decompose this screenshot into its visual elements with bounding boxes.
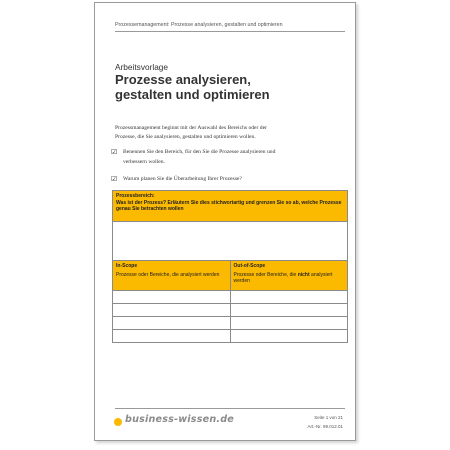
process-area-header: [113, 191, 348, 222]
document-kicker: Arbeitsvorlage: [115, 62, 169, 72]
running-header: Prozessemanagement: Prozesse analysieren, gestalten und optimieren: [115, 22, 283, 28]
in-scope-header: [113, 261, 231, 291]
page-number: Seite 1 von 21: [314, 415, 343, 420]
document-page: [94, 2, 356, 441]
out-scope-cell[interactable]: [230, 291, 348, 304]
in-scope-description: Prozesse oder Bereiche, die analysiert werden: [116, 271, 220, 278]
process-scope-table: [112, 190, 348, 343]
checklist-text-line-2: verbessern wollen.: [123, 158, 165, 165]
checklist-text: Warum planen Sie die Überarbeitung Ihrer Prozesse?: [123, 176, 242, 182]
out-scope-description: Prozesse oder Bereiche, die nicht analysiert werden: [233, 271, 333, 284]
title-line-1: Prozesse analysieren,: [115, 72, 251, 87]
intro-paragraph: [115, 124, 315, 142]
footer-divider: [115, 408, 345, 409]
brand-logo: business-wissen.de: [125, 414, 234, 425]
in-scope-cell[interactable]: [113, 291, 231, 304]
in-scope-label: In-Scope: [116, 263, 138, 269]
process-area-input[interactable]: [113, 222, 348, 261]
in-scope-cell[interactable]: [113, 317, 231, 330]
checkbox-icon: ☑: [111, 148, 118, 156]
checklist-text: [123, 148, 275, 167]
process-area-label: Prozessbereich:: [116, 193, 155, 199]
out-scope-cell[interactable]: [230, 317, 348, 330]
page-title: [115, 73, 345, 102]
in-scope-cell[interactable]: [113, 304, 231, 317]
intro-line-1: Prozessmanagement beginnt mit der Auswahl des Bereichs oder der: [115, 125, 267, 131]
in-scope-cell[interactable]: [113, 330, 231, 343]
out-scope-cell[interactable]: [230, 330, 348, 343]
process-area-question: Was ist der Prozess? Erläutern Sie dies stichwortartig und grenzen Sie so ab, welche Prozesse genau Sie betrachten wollen: [116, 199, 342, 212]
checklist-item-area: [111, 148, 321, 167]
out-scope-header: [230, 261, 348, 291]
logo-dot-icon: [114, 418, 122, 426]
title-line-2: gestalten und optimieren: [115, 86, 270, 102]
article-number: Art.-Nr. 99.012.01: [307, 424, 343, 429]
checklist-item-reason: [111, 175, 321, 185]
header-divider: [115, 31, 345, 32]
out-scope-cell[interactable]: [230, 304, 348, 317]
out-scope-label: Out-of-Scope: [233, 263, 266, 269]
intro-line-2: Prozesse, die Sie analysieren, gestalten und optimieren wollen.: [115, 134, 256, 140]
checklist-text-line-1: Benennen Sie den Bereich, für den Sie die Prozesse analysieren und: [123, 149, 276, 155]
checkbox-icon: ☑: [111, 175, 118, 183]
